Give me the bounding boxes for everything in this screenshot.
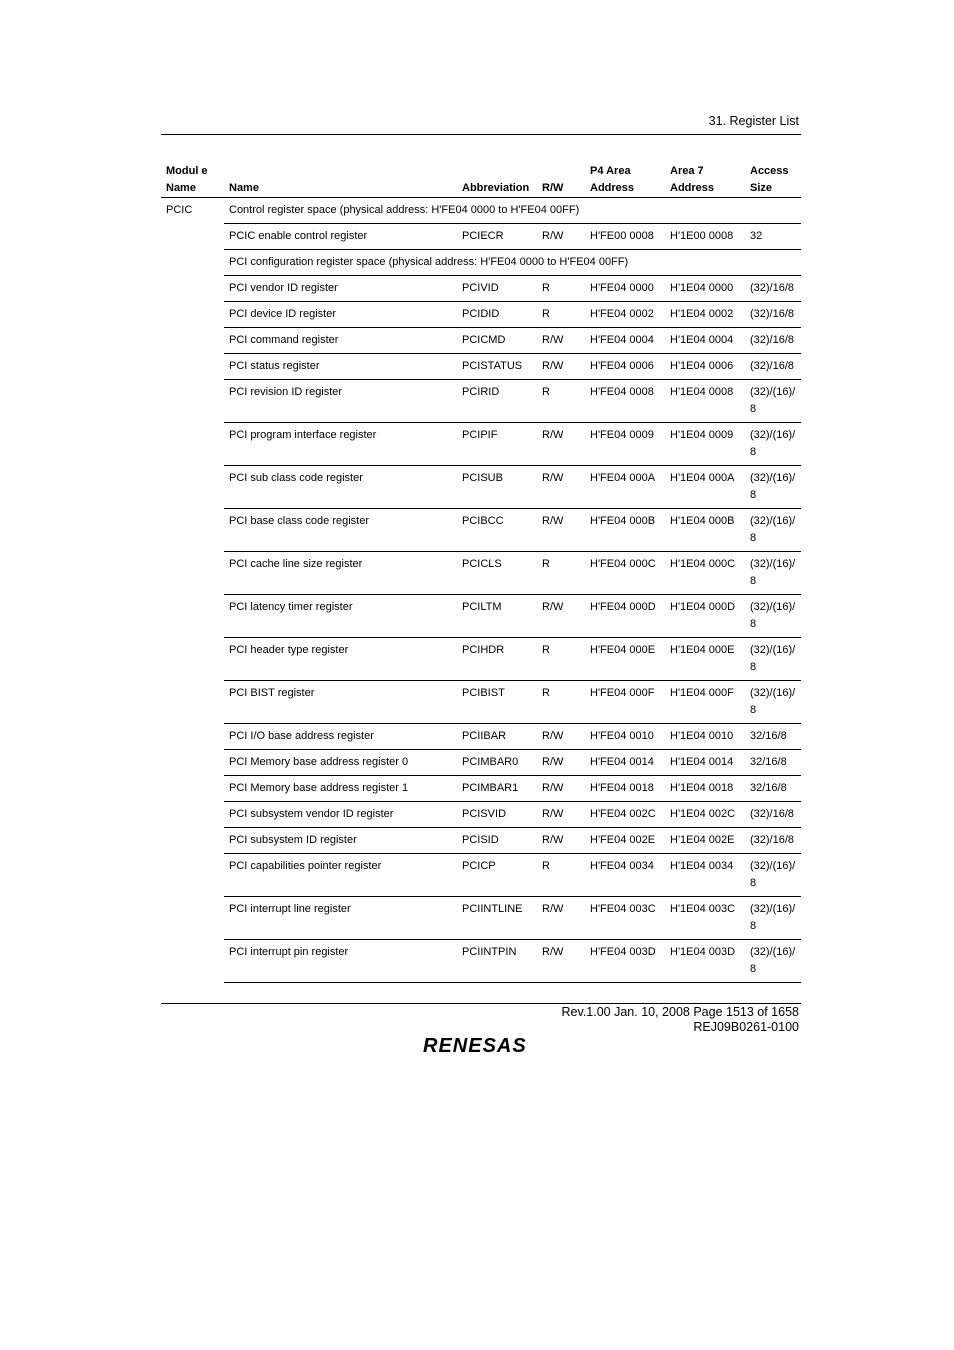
register-p4-address: H'FE04 000A <box>585 466 665 509</box>
register-name: PCI revision ID register <box>224 380 457 423</box>
register-abbreviation: PCILTM <box>457 595 537 638</box>
table-row <box>161 509 801 552</box>
table-row <box>161 276 801 302</box>
register-rw: R <box>537 302 585 328</box>
register-access-size: (32)/(16)/ 8 <box>745 552 801 595</box>
register-p4-address: H'FE04 000E <box>585 638 665 681</box>
register-abbreviation: PCIIBAR <box>457 724 537 750</box>
register-abbreviation: PCICLS <box>457 552 537 595</box>
register-access-size: (32)/(16)/ 8 <box>745 681 801 724</box>
register-abbreviation: PCIDID <box>457 302 537 328</box>
register-name: PCI I/O base address register <box>224 724 457 750</box>
register-name: PCI status register <box>224 354 457 380</box>
register-p4-address: H'FE04 002E <box>585 828 665 854</box>
register-abbreviation: PCIINTPIN <box>457 940 537 983</box>
table-row <box>161 638 801 681</box>
register-name: PCI sub class code register <box>224 466 457 509</box>
register-name: PCI latency timer register <box>224 595 457 638</box>
register-name: PCIC enable control register <box>224 224 457 250</box>
register-name: PCI cache line size register <box>224 552 457 595</box>
col-abbreviation: Abbreviation <box>457 157 537 198</box>
register-p4-address: H'FE04 003D <box>585 940 665 983</box>
register-abbreviation: PCICP <box>457 854 537 897</box>
register-rw: R/W <box>537 423 585 466</box>
table-row <box>161 724 801 750</box>
table-row <box>161 828 801 854</box>
register-abbreviation: PCISTATUS <box>457 354 537 380</box>
register-access-size: (32)/(16)/ 8 <box>745 595 801 638</box>
register-name: PCI Memory base address register 0 <box>224 750 457 776</box>
register-name: PCI header type register <box>224 638 457 681</box>
register-name: PCI interrupt line register <box>224 897 457 940</box>
table-row <box>161 681 801 724</box>
register-p4-address: H'FE04 0004 <box>585 328 665 354</box>
register-access-size: 32/16/8 <box>745 724 801 750</box>
register-rw: R/W <box>537 940 585 983</box>
register-access-size: (32)/(16)/ 8 <box>745 638 801 681</box>
register-p4-address: H'FE00 0008 <box>585 224 665 250</box>
register-abbreviation: PCIVID <box>457 276 537 302</box>
register-p4-address: H'FE04 000C <box>585 552 665 595</box>
register-abbreviation: PCIBCC <box>457 509 537 552</box>
col-area7-address: Area 7 Address <box>665 157 745 198</box>
space-row-configuration <box>161 250 801 276</box>
register-name: PCI Memory base address register 1 <box>224 776 457 802</box>
register-access-size: (32)/16/8 <box>745 354 801 380</box>
register-rw: R/W <box>537 828 585 854</box>
table-row <box>161 552 801 595</box>
register-rw: R/W <box>537 897 585 940</box>
register-abbreviation: PCICMD <box>457 328 537 354</box>
register-access-size: (32)/16/8 <box>745 828 801 854</box>
register-p4-address: H'FE04 000B <box>585 509 665 552</box>
register-abbreviation: PCIMBAR0 <box>457 750 537 776</box>
register-name: PCI program interface register <box>224 423 457 466</box>
register-area7-address: H'1E04 0004 <box>665 328 745 354</box>
col-module-name: Modul e Name <box>161 157 224 198</box>
register-abbreviation: PCIPIF <box>457 423 537 466</box>
table-row <box>161 776 801 802</box>
register-name: PCI interrupt pin register <box>224 940 457 983</box>
table-header-row <box>161 157 801 198</box>
register-name: PCI command register <box>224 328 457 354</box>
register-area7-address: H'1E04 000A <box>665 466 745 509</box>
register-access-size: (32)/16/8 <box>745 276 801 302</box>
module-name-cell: PCIC <box>166 204 193 216</box>
table-row <box>161 854 801 897</box>
register-area7-address: H'1E04 002C <box>665 802 745 828</box>
renesas-logo <box>421 1031 543 1059</box>
register-access-size: (32)/(16)/ 8 <box>745 940 801 983</box>
register-access-size: 32 <box>745 224 801 250</box>
register-access-size: 32/16/8 <box>745 750 801 776</box>
register-name: PCI subsystem vendor ID register <box>224 802 457 828</box>
register-p4-address: H'FE04 002C <box>585 802 665 828</box>
register-rw: R/W <box>537 802 585 828</box>
register-area7-address: H'1E04 000F <box>665 681 745 724</box>
register-p4-address: H'FE04 0006 <box>585 354 665 380</box>
space-heading: PCI configuration register space (physical address: H'FE04 0000 to H'FE04 00FF) <box>224 250 801 276</box>
register-p4-address: H'FE04 0002 <box>585 302 665 328</box>
table-row <box>161 328 801 354</box>
register-area7-address: H'1E04 0034 <box>665 854 745 897</box>
register-area7-address: H'1E04 000C <box>665 552 745 595</box>
register-area7-address: H'1E04 0010 <box>665 724 745 750</box>
register-access-size: (32)/(16)/ 8 <box>745 854 801 897</box>
table-row <box>161 595 801 638</box>
register-area7-address: H'1E04 0014 <box>665 750 745 776</box>
register-rw: R <box>537 552 585 595</box>
register-abbreviation: PCISID <box>457 828 537 854</box>
register-name: PCI device ID register <box>224 302 457 328</box>
register-name: PCI BIST register <box>224 681 457 724</box>
table-row <box>161 354 801 380</box>
col-p4-address: P4 Area Address <box>585 157 665 198</box>
register-area7-address: H'1E00 0008 <box>665 224 745 250</box>
register-rw: R/W <box>537 354 585 380</box>
register-access-size: (32)/(16)/ 8 <box>745 423 801 466</box>
register-abbreviation: PCIHDR <box>457 638 537 681</box>
register-abbreviation: PCIINTLINE <box>457 897 537 940</box>
register-rw: R/W <box>537 466 585 509</box>
table-row <box>161 224 801 250</box>
register-area7-address: H'1E04 000B <box>665 509 745 552</box>
table-row <box>161 466 801 509</box>
register-abbreviation: PCIRID <box>457 380 537 423</box>
register-p4-address: H'FE04 0014 <box>585 750 665 776</box>
register-rw: R/W <box>537 328 585 354</box>
table-row <box>161 423 801 466</box>
register-area7-address: H'1E04 0018 <box>665 776 745 802</box>
register-table <box>161 157 801 983</box>
register-p4-address: H'FE04 000F <box>585 681 665 724</box>
register-name: PCI capabilities pointer register <box>224 854 457 897</box>
register-rw: R/W <box>537 509 585 552</box>
register-access-size: 32/16/8 <box>745 776 801 802</box>
register-p4-address: H'FE04 003C <box>585 897 665 940</box>
col-rw: R/W <box>537 157 585 198</box>
logo-text: RENESAS <box>423 1035 527 1057</box>
register-rw: R <box>537 854 585 897</box>
register-rw: R <box>537 276 585 302</box>
register-abbreviation: PCIMBAR1 <box>457 776 537 802</box>
register-name: PCI subsystem ID register <box>224 828 457 854</box>
register-name: PCI vendor ID register <box>224 276 457 302</box>
register-area7-address: H'1E04 003D <box>665 940 745 983</box>
register-access-size: (32)/16/8 <box>745 328 801 354</box>
register-area7-address: H'1E04 003C <box>665 897 745 940</box>
register-area7-address: H'1E04 002E <box>665 828 745 854</box>
register-area7-address: H'1E04 0006 <box>665 354 745 380</box>
register-access-size: (32)/(16)/ 8 <box>745 509 801 552</box>
register-rw: R/W <box>537 776 585 802</box>
register-area7-address: H'1E04 000D <box>665 595 745 638</box>
table-row <box>161 750 801 776</box>
register-area7-address: H'1E04 0009 <box>665 423 745 466</box>
register-rw: R <box>537 681 585 724</box>
register-area7-address: H'1E04 0008 <box>665 380 745 423</box>
space-heading: Control register space (physical address: H'FE04 0000 to H'FE04 00FF) <box>224 198 801 224</box>
table-row <box>161 802 801 828</box>
col-name: Name <box>224 157 457 198</box>
col-access-size: Access Size <box>745 157 801 198</box>
register-rw: R/W <box>537 724 585 750</box>
register-p4-address: H'FE04 000D <box>585 595 665 638</box>
register-name: PCI base class code register <box>224 509 457 552</box>
section-title: 31. Register List <box>708 114 799 128</box>
register-rw: R/W <box>537 595 585 638</box>
footer-doc-number: REJ09B0261-0100 <box>693 1020 799 1034</box>
register-abbreviation: PCISUB <box>457 466 537 509</box>
register-abbreviation: PCIBIST <box>457 681 537 724</box>
register-abbreviation: PCISVID <box>457 802 537 828</box>
register-rw: R <box>537 638 585 681</box>
table-row <box>161 380 801 423</box>
register-rw: R/W <box>537 224 585 250</box>
register-rw: R <box>537 380 585 423</box>
space-row-control <box>161 198 801 224</box>
table-row <box>161 302 801 328</box>
register-abbreviation: PCIECR <box>457 224 537 250</box>
register-p4-address: H'FE04 0008 <box>585 380 665 423</box>
register-rw: R/W <box>537 750 585 776</box>
header-rule <box>161 134 801 135</box>
register-area7-address: H'1E04 0002 <box>665 302 745 328</box>
register-access-size: (32)/(16)/ 8 <box>745 380 801 423</box>
register-p4-address: H'FE04 0009 <box>585 423 665 466</box>
register-p4-address: H'FE04 0018 <box>585 776 665 802</box>
table-row <box>161 897 801 940</box>
register-p4-address: H'FE04 0000 <box>585 276 665 302</box>
register-access-size: (32)/16/8 <box>745 302 801 328</box>
footer-revision: Rev.1.00 Jan. 10, 2008 Page 1513 of 1658 <box>561 1005 799 1019</box>
register-area7-address: H'1E04 0000 <box>665 276 745 302</box>
register-area7-address: H'1E04 000E <box>665 638 745 681</box>
footer-rule <box>161 1003 801 1004</box>
register-access-size: (32)/16/8 <box>745 802 801 828</box>
register-p4-address: H'FE04 0034 <box>585 854 665 897</box>
register-access-size: (32)/(16)/ 8 <box>745 897 801 940</box>
register-p4-address: H'FE04 0010 <box>585 724 665 750</box>
table-row <box>161 940 801 983</box>
register-access-size: (32)/(16)/ 8 <box>745 466 801 509</box>
